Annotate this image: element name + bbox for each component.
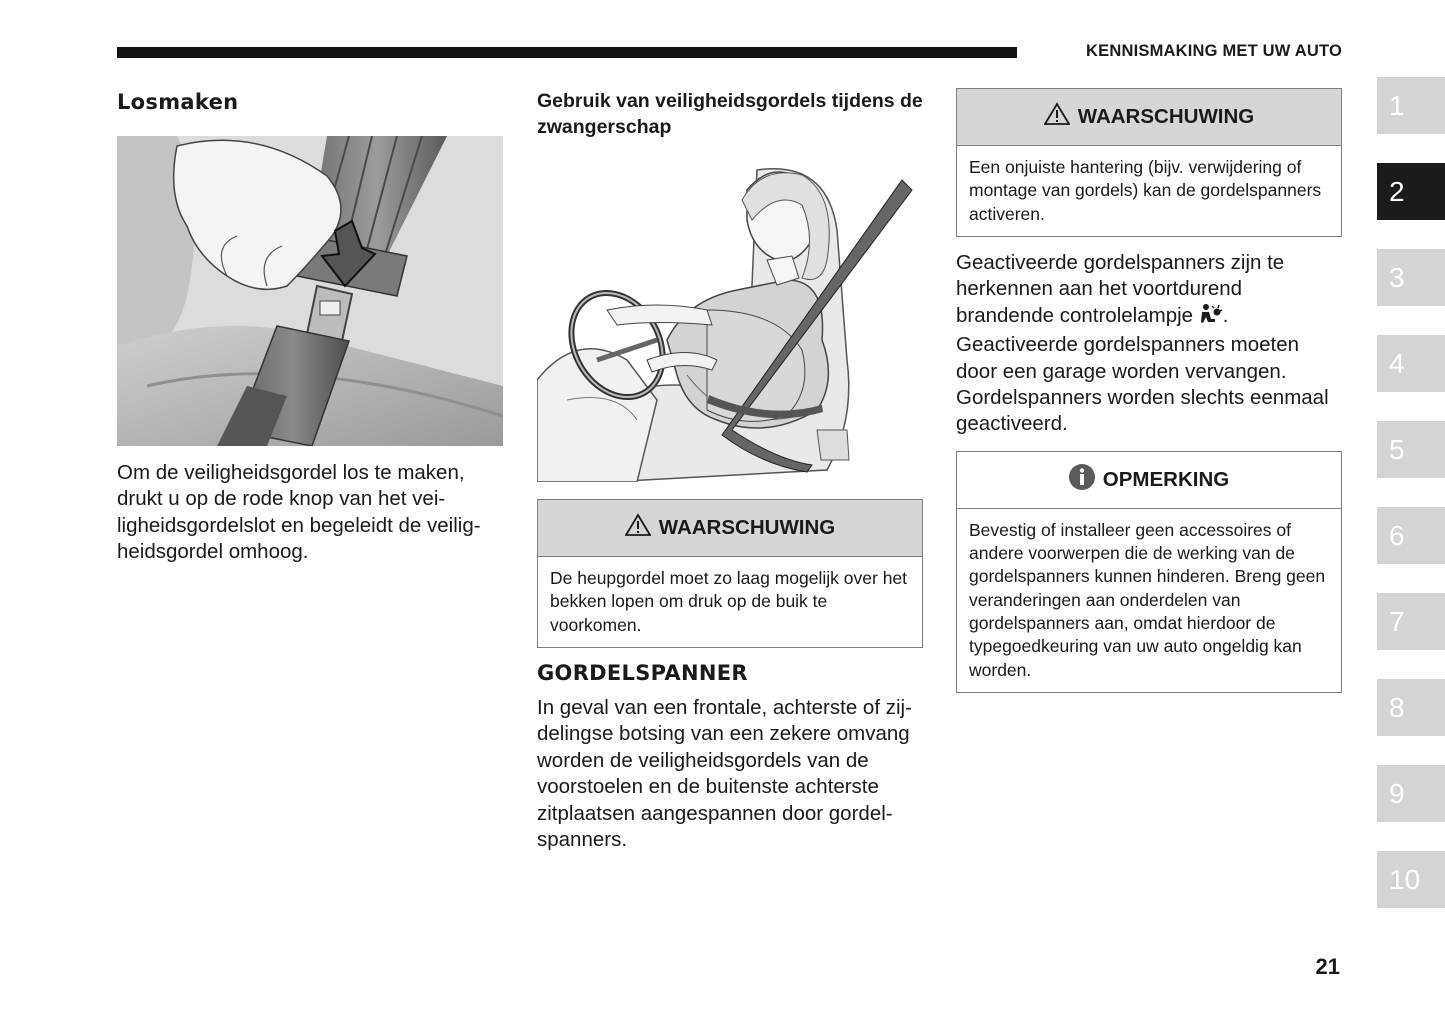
gordelspanner-paragraph: In geval van een frontale, achterste of zijdelingse botsing van een zekere omvang worden de veiligheidsgordels van de voorstoelen en de buitenste achterste zitplaatsen aangespannen door gordelspanners. [537, 695, 912, 851]
chapter-tab-8[interactable]: 8 [1377, 679, 1445, 736]
warning-text: De heupgordel moet zo laag mogelijk over het bekken lopen om druk op de buik te voorkomen. [550, 568, 908, 635]
warning-triangle-icon [1044, 102, 1070, 132]
column-2 [537, 88, 923, 853]
pregnancy-heading: Gebruik van veiligheidsgordels tijdens de zwangerschap [537, 90, 923, 138]
warning-header [957, 89, 1341, 146]
warning-header [538, 500, 922, 557]
warning-title: WAARSCHUWING [1077, 105, 1255, 128]
column-3 [956, 88, 1342, 693]
note-title: OPMERKING [1102, 467, 1230, 491]
gordelspanner-heading: GORDELSPANNER [537, 660, 748, 685]
warning-triangle-icon [625, 513, 651, 543]
tensioner-indicator-paragraph [956, 250, 1342, 332]
chapter-tab-9[interactable]: 9 [1377, 765, 1445, 822]
note-header [957, 452, 1341, 509]
section-title: KENNISMAKING MET UW AUTO [1086, 42, 1342, 60]
chapter-tab-6[interactable]: 6 [1377, 507, 1445, 564]
info-icon [1069, 464, 1095, 496]
header-rule [117, 47, 1017, 58]
pregnant-driver-illustration [537, 160, 923, 482]
chapter-tab-1[interactable]: 1 [1377, 77, 1445, 134]
chapter-tab-2[interactable]: 2 [1377, 163, 1445, 220]
chapter-tab-4[interactable]: 4 [1377, 335, 1445, 392]
losmaken-heading: Losmaken [117, 90, 239, 114]
warning-box-pregnancy [537, 499, 923, 648]
chapter-tab-10[interactable]: 10 [1377, 851, 1445, 908]
warning-title: WAARSCHUWING [658, 516, 836, 539]
page-number: 21 [1315, 954, 1340, 979]
buckle-release-illustration [117, 136, 503, 446]
chapter-tab-3[interactable]: 3 [1377, 249, 1445, 306]
airbag-warning-lamp-icon [1199, 303, 1223, 332]
warning-text: Een onjuiste hantering (bijv. verwijdering of montage van gordels) kan de gordelspanners activeren. [969, 157, 1322, 224]
indicator-text-end: . [1222, 303, 1229, 327]
indicator-text: Geactiveerde gordelspanners zijn te herkennen aan het voortdurend brandende controlelampje [956, 250, 1285, 327]
warning-box-tensioner [956, 88, 1342, 237]
losmaken-paragraph: Om de veiligheidsgordel los te maken, drukt u op de rode knop van het veiligheidsgordelslot en begeleidt de veiligheidsgordel omhoog. [117, 461, 481, 564]
note-text: Bevestig of installeer geen accessoires of andere voorwerpen die de werking van de gordelspanners kunnen hinderen. Breng geen veranderingen aan onderdelen van gordelspanners aan, omdat hierdoor de typegoedkeuring van uw auto ongeldig kan worden. [969, 519, 1326, 680]
tensioner-replace-paragraph: Geactiveerde gordelspanners moeten door een garage worden vervangen. Gordelspanners worden slechts eenmaal geactiveerd. [956, 333, 1329, 436]
column-1 [117, 88, 503, 566]
chapter-tab-5[interactable]: 5 [1377, 421, 1445, 478]
note-box [956, 451, 1342, 693]
chapter-tab-7[interactable]: 7 [1377, 593, 1445, 650]
